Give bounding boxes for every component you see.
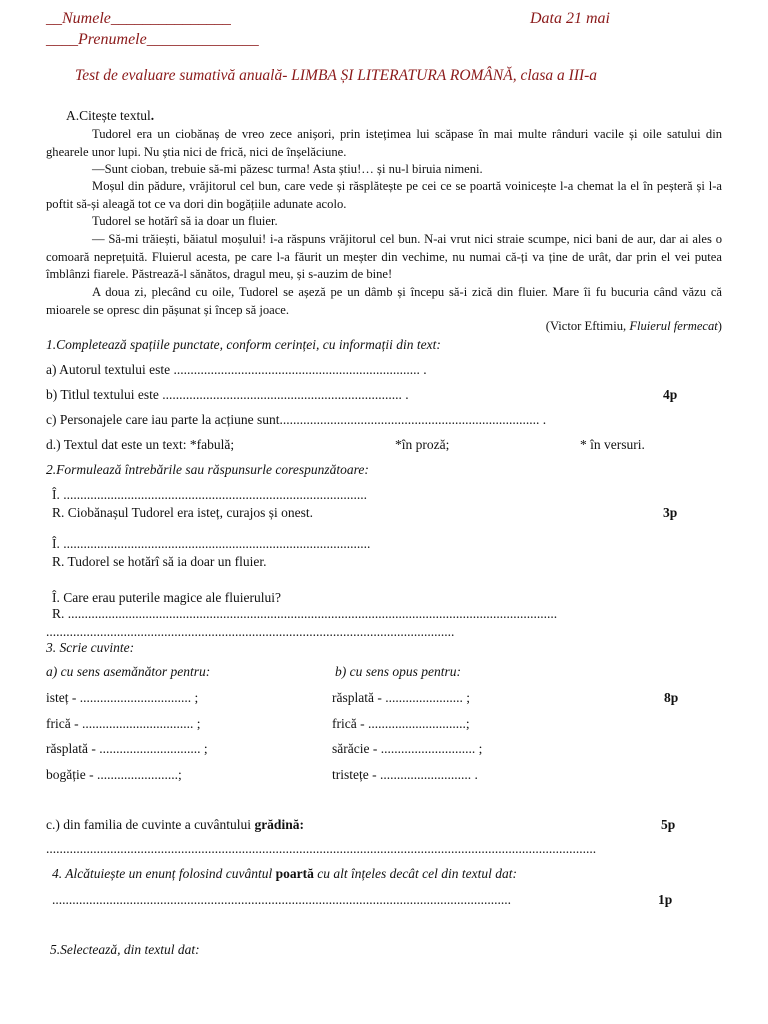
q3-synonym-line[interactable]: bogăție - ........................; bbox=[46, 767, 182, 782]
q3-heading: 3. Scrie cuvinte: bbox=[46, 640, 135, 655]
q3-synonym-line[interactable]: răsplată - .............................. ; bbox=[46, 741, 208, 756]
text-source: (Victor Eftimiu, Fluierul fermecat) bbox=[545, 319, 722, 333]
q3-antonym-line[interactable]: frică - .............................; bbox=[332, 716, 470, 731]
q1-heading: 1.Completează spațiile punctate, conform cerinței, cu informații din text: bbox=[46, 337, 441, 352]
q3-synonym-line[interactable]: isteț - ................................. ; bbox=[46, 690, 199, 705]
q2-answer-c-line-cont[interactable]: ......................................................................................................................... bbox=[46, 624, 455, 639]
q3-synonym-line[interactable]: frică - ................................. ; bbox=[46, 716, 201, 731]
q3-antonym-line[interactable]: sărăcie - ............................ ; bbox=[332, 741, 483, 756]
q2-points: 3p bbox=[663, 505, 678, 520]
q2-answer-a: R. Ciobănașul Tudorel era isteț, curajos și onest. bbox=[52, 505, 313, 520]
q1-b-line[interactable]: b) Titlul textului este ....................................................................... . bbox=[46, 387, 409, 402]
reading-paragraph: Tudorel se hotărî să ia doar un fluier. bbox=[92, 214, 278, 228]
q3-word-family-prompt: c.) din familia de cuvinte a cuvântului grădină: bbox=[46, 817, 304, 832]
reading-paragraph: Tudorel era un ciobănaș de vreo zece anișori, prin istețimea lui scăpase în mai multe rânduri vacile și oile satului din ghearele unor lupi. Nu știa nici de frică, nici de înșelăciune. bbox=[46, 127, 722, 159]
q4-points: 1p bbox=[658, 892, 673, 907]
q1-c-line[interactable]: c) Personajele care iau parte la acțiune sunt............................................................................. . bbox=[46, 412, 547, 427]
q2-question-c: Î. Care erau puterile magice ale fluierului? bbox=[52, 590, 282, 605]
date-label: Data 21 mai bbox=[530, 10, 610, 27]
reading-instruction: A.Citește textul. bbox=[66, 108, 155, 123]
q1-d-option-proza[interactable]: *în proză; bbox=[395, 437, 450, 452]
page-title: Test de evaluare sumativă anuală- LIMBA ȘI LITERATURA ROMÂNĂ, clasa a III-a bbox=[75, 67, 598, 84]
q3-synonyms-heading: a) cu sens asemănător pentru: bbox=[46, 664, 211, 679]
q3-antonym-line[interactable]: răsplată - ....................... ; bbox=[332, 690, 470, 705]
q1-d-option-versuri[interactable]: * în versuri. bbox=[580, 437, 645, 452]
reading-paragraph: A doua zi, plecând cu oile, Tudorel se așeză pe un dâmb și începu să-i zică din fluier. Mare îi fu bucuria când văzu că mioarele se opresc din pășunat și încep să joace. bbox=[46, 285, 722, 317]
reading-paragraph: —Sunt cioban, trebuie să-mi păzesc turma! Asta știu!… și nu-l biruia nimeni. bbox=[92, 162, 483, 176]
q4-sentence-line[interactable]: ........................................................................................................................................ bbox=[52, 892, 511, 907]
q3-c-points: 5p bbox=[661, 817, 676, 832]
q1-points: 4p bbox=[663, 387, 678, 402]
q2-heading: 2.Formulează întrebările sau răspunsurle corespunzătoare: bbox=[46, 462, 369, 477]
q2-answer-c-line[interactable]: R. ................................................................................................................................................. bbox=[52, 606, 558, 621]
q2-answer-b: R. Tudorel se hotărî să ia doar un fluier. bbox=[52, 554, 267, 569]
q5-heading: 5.Selectează, din textul dat: bbox=[50, 942, 200, 957]
q2-question-b-line[interactable]: Î. ........................................................................................... bbox=[52, 536, 371, 551]
q3-antonyms-heading: b) cu sens opus pentru: bbox=[335, 664, 461, 679]
q4-heading: 4. Alcătuiește un enunț folosind cuvântul poartă cu alt înțeles decât cel din textul dat: bbox=[52, 866, 518, 881]
q3-antonym-line[interactable]: tristețe - ........................... . bbox=[332, 767, 478, 782]
q3-points: 8p bbox=[664, 690, 679, 705]
reading-paragraph: — Să-mi trăiești, băiatul moșului! i-a răspuns vrăjitorul cel bun. N-ai vrut nici straie scumpe, nici bani de aur, dar ai ales o comoară neprețuită. Fluierul acesta, pe care l-a făurit un meșter din vechime, nu numai că-ți va ține de urât, dar prin el vei putea îmblânzi fiarele. Păstrează-l sănătos, dragul meu, și s-auzim de bine! bbox=[46, 232, 722, 282]
name-field-label: __Numele_______________ bbox=[46, 10, 231, 27]
reading-paragraph: Moșul din pădure, vrăjitorul cel bun, care vede și răsplătește pe cei ce se poartă voinicește l-a chemat la el în peșteră și l-a poftit să-și aleagă tot ce va dori din bogățiile adunate acolo. bbox=[46, 179, 722, 211]
q1-a-line[interactable]: a) Autorul textului este ......................................................................... . bbox=[46, 362, 427, 377]
q3-word-family-line[interactable]: ................................................................................................................................................................... bbox=[46, 841, 597, 856]
q1-d-option-fabula[interactable]: d.) Textul dat este un text: *fabulă; bbox=[46, 437, 235, 452]
q2-question-a-line[interactable]: Î. .......................................................................................... bbox=[52, 487, 367, 502]
surname-field-label: ____Prenumele______________ bbox=[46, 31, 259, 48]
